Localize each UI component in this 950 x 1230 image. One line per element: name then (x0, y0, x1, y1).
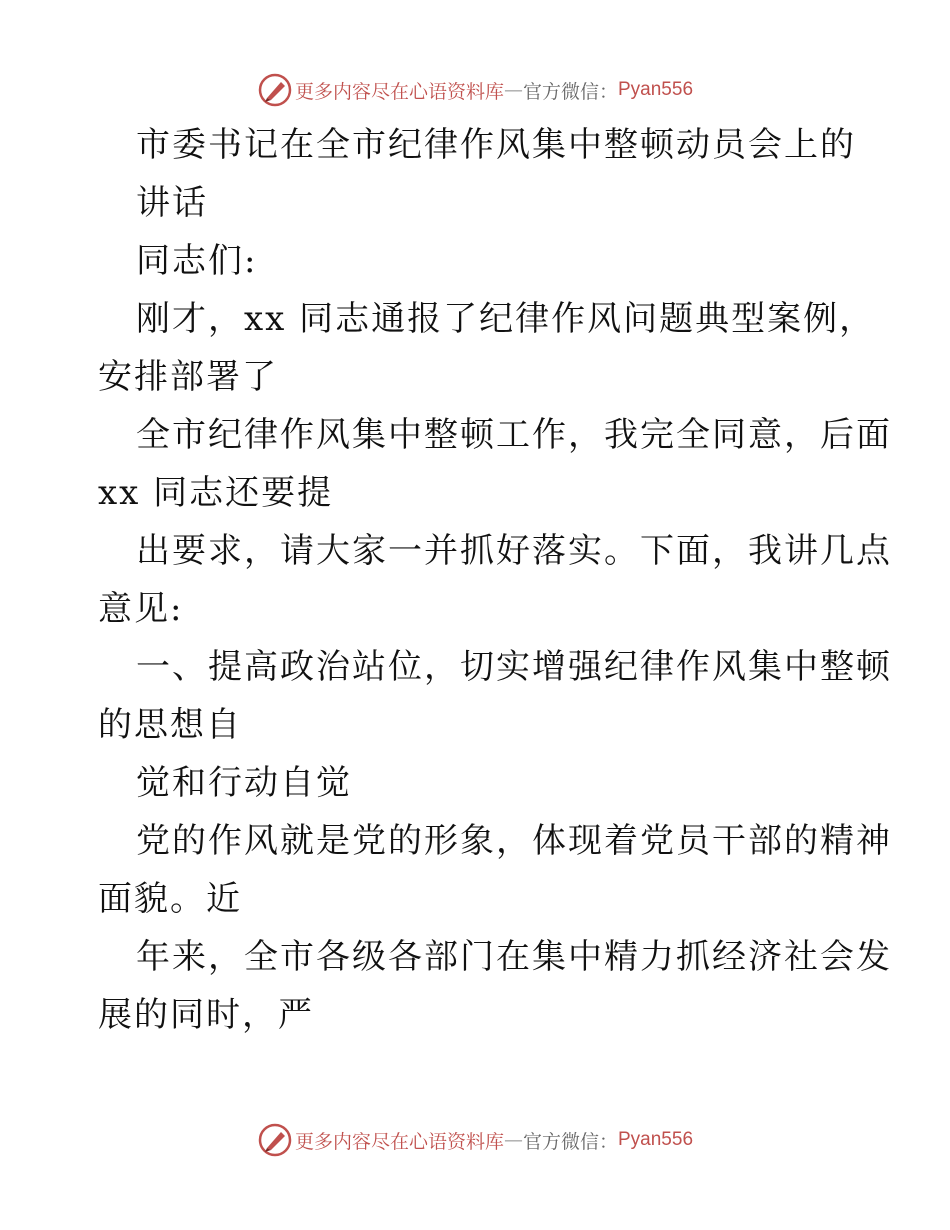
watermark-text: 更多内容尽在心语资料库 (294, 80, 504, 103)
text-line: xx 同志还要提 (98, 473, 334, 513)
text-line: 讲话 (136, 183, 208, 223)
text-line: 年来，全市各级各部门在集中精力抓经济社会发 (136, 937, 892, 977)
text-line: 安排部署了 (98, 357, 278, 397)
text-line: 刚才，xx 同志通报了纪律作风问题典型案例， (136, 299, 876, 339)
watermark-wechat-label: 官方微信： (522, 80, 618, 103)
text-line: 展的同时，严 (98, 995, 314, 1035)
footer-watermark (0, 1118, 950, 1162)
pen-logo-icon (257, 1122, 293, 1158)
header-watermark (0, 68, 950, 112)
watermark-wechat-id: Pyan556 (618, 79, 694, 100)
document-body (98, 116, 892, 1044)
text-line: 觉和行动自觉 (136, 763, 352, 803)
text-line: 市委书记在全市纪律作风集中整顿动员会上的 (136, 125, 856, 165)
text-line: 面貌。近 (98, 879, 242, 919)
text-line: 的思想自 (98, 705, 242, 745)
text-line: 全市纪律作风集中整顿工作，我完全同意，后面 (136, 415, 892, 455)
text-line: 同志们: (136, 241, 258, 281)
watermark-wechat-id: Pyan556 (618, 1129, 694, 1150)
text-line: 意见: (98, 589, 184, 629)
watermark-text: 更多内容尽在心语资料库 (294, 1130, 504, 1153)
text-line: 一、提高政治站位，切实增强纪律作风集中整顿 (136, 647, 892, 687)
pen-logo-icon (257, 72, 293, 108)
text-line: 出要求，请大家一并抓好落实。下面，我讲几点 (136, 531, 892, 571)
watermark-wechat-label: 官方微信： (522, 1130, 618, 1153)
text-line: 党的作风就是党的形象，体现着党员干部的精神 (136, 821, 892, 861)
watermark-dash: — (503, 79, 523, 101)
watermark-dash: — (503, 1129, 523, 1151)
